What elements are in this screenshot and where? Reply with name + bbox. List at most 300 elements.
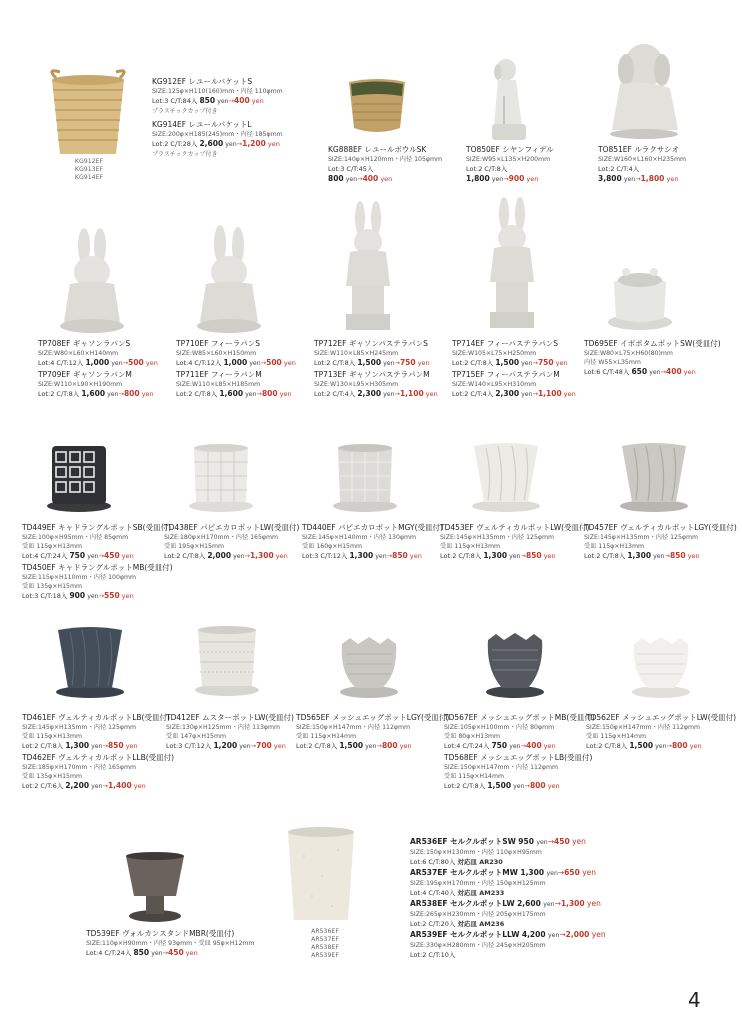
- old-price: 1,500: [487, 781, 512, 790]
- product-lot-price: [152, 139, 283, 150]
- product-size: SIZE:W95×L135×H200mm: [466, 156, 551, 163]
- product-title: TD565EF メッシュエッグポットLGY(受皿付): [296, 713, 450, 722]
- new-price: 450: [554, 837, 570, 846]
- new-price: 800: [529, 781, 546, 790]
- yen-label: yen: [225, 141, 237, 148]
- product-size: SIZE:140φ×H120mm・内径 105φmm: [328, 156, 443, 163]
- old-price: 750: [491, 741, 508, 750]
- arrow-icon: →: [394, 359, 400, 367]
- yen-label: yen: [509, 553, 521, 560]
- yen-label: yen: [399, 742, 412, 750]
- saucer-ref: 対応皿 AM236: [457, 920, 505, 928]
- product-lot-price: [164, 551, 299, 562]
- lot-text: Lot:2 C/T:8入: [38, 390, 80, 398]
- kg-basket-caption: [54, 158, 124, 182]
- product-td457: [584, 522, 737, 562]
- product-saucer: 受皿 115φ×H14mm: [444, 773, 504, 780]
- product-td567: [444, 712, 595, 792]
- yen-label: yen: [623, 176, 636, 183]
- product-size: SIZE:W105×L75×H250mm: [452, 350, 537, 357]
- yen-label: yen: [546, 870, 558, 877]
- product-size: SIZE:145φ×H140mm・内径 130φmm: [302, 534, 417, 541]
- caption-line: AR539EF: [311, 952, 339, 959]
- yen-label: yen: [245, 391, 257, 398]
- old-price: 2,000: [207, 551, 232, 560]
- yen-label: yen: [417, 359, 430, 367]
- yen-label: yen: [380, 175, 393, 183]
- dog-lying-image: [604, 40, 686, 140]
- product-size: SIZE:W110×L85×H185mm: [176, 381, 261, 388]
- yen-label: yen: [249, 360, 261, 367]
- pot-td457-image: [618, 440, 690, 514]
- yen-label: yen: [521, 391, 533, 398]
- lot-text: Lot:2 C/T:4入: [452, 390, 494, 398]
- product-title: TP709EF ギャソンラパンM: [38, 370, 132, 379]
- yen-label: yen: [365, 743, 377, 750]
- lot-text: Lot:3 C/T:12入: [166, 742, 212, 750]
- new-price: 400: [526, 741, 542, 750]
- product-saucer: 受皿 135φ×H15mm: [22, 773, 82, 780]
- product-size: SIZE:W80×L60×H140mm: [38, 350, 119, 357]
- yen-label: yen: [267, 140, 280, 148]
- product-lot-price: [452, 358, 576, 369]
- yen-label: yen: [689, 742, 702, 750]
- product-size: SIZE:W130×L95×H305mm: [314, 381, 399, 388]
- product-title: TP712EF ギャソンパステラパンS: [314, 339, 428, 348]
- arrow-icon: →: [162, 949, 169, 957]
- lot-text: Lot:4 C/T:40入: [410, 889, 456, 897]
- product-lot-price: [296, 741, 449, 752]
- lot-text: Lot:3 C/T:12入: [302, 552, 348, 560]
- lot-text: Lot:2 C/T:8入: [586, 742, 628, 750]
- product-saucer: 受皿 115φ×H13mm: [584, 543, 644, 550]
- new-price: 650: [564, 868, 580, 877]
- product-size: SIZE:105φ×H100mm・内径 80φmm: [444, 724, 555, 731]
- arrow-icon: →: [98, 552, 105, 560]
- old-price: 1,300: [520, 868, 545, 877]
- yen-label: yen: [133, 782, 146, 790]
- product-price: [328, 174, 442, 185]
- yen-label: yen: [121, 552, 134, 560]
- yen-label: yen: [217, 98, 229, 105]
- arrow-icon: →: [559, 930, 566, 939]
- product-saucer: 受皿 115φ×H14mm: [586, 733, 646, 740]
- hippo-pot-image: [604, 262, 678, 334]
- new-price: 750: [537, 358, 554, 367]
- yen-label: yen: [283, 359, 296, 367]
- old-price: 750: [69, 551, 86, 560]
- old-price: 1,500: [357, 358, 382, 367]
- product-title: TD562EF メッシュエッグポットLW(受皿付): [586, 713, 737, 722]
- arrow-icon: →: [532, 390, 538, 398]
- yen-label: yen: [409, 552, 422, 560]
- lot-text: Lot:2 C/T:8入: [22, 742, 64, 750]
- saucer-ref: 対応皿 AR230: [457, 858, 503, 866]
- old-price: 3,800: [598, 174, 622, 183]
- new-price: 1,300: [560, 899, 585, 908]
- product-lot-price: [166, 741, 294, 752]
- yen-label: yen: [273, 742, 286, 750]
- arrow-icon: →: [557, 868, 565, 877]
- new-price: 850: [392, 551, 408, 560]
- new-price: 800: [123, 389, 140, 398]
- pot-td565-image: [338, 634, 400, 700]
- pot-ar-image: [282, 826, 360, 926]
- old-price: 1,600: [81, 389, 106, 398]
- product-lot-price: [22, 741, 174, 752]
- yen-label: yen: [233, 553, 245, 560]
- yen-label: yen: [521, 360, 533, 367]
- lot-text: Lot:6 C/T:48入: [584, 368, 630, 376]
- lot-text: Lot:2 C/T:8入: [452, 359, 494, 367]
- arrow-icon: →: [256, 390, 262, 398]
- yen-label: yen: [653, 553, 665, 560]
- product-td562: [586, 712, 736, 752]
- yen-label: yen: [526, 175, 539, 183]
- product-lot-price: [22, 551, 173, 562]
- pot-td449-image: [44, 442, 114, 514]
- old-price: 1,000: [85, 358, 110, 367]
- old-price: 850: [133, 948, 150, 957]
- old-price: 1,500: [629, 741, 654, 750]
- new-price: 400: [362, 174, 379, 183]
- yen-label: yen: [649, 369, 661, 376]
- product-tp714: [452, 338, 576, 400]
- yen-label: yen: [655, 743, 667, 750]
- product-title: KG912EF レユールバケットS: [152, 77, 253, 86]
- product-lot-price: [440, 551, 589, 562]
- saucer-ref: 対応皿 AM233: [457, 889, 505, 897]
- product-size: SIZE:200φ×H185(245)mm・内径 185φmm: [152, 131, 283, 138]
- product-size: SIZE:W110×L90×H190mm: [38, 381, 123, 388]
- product-lot-price: [38, 358, 158, 369]
- old-price: 850: [199, 96, 216, 105]
- caption-line: AR537EF: [311, 936, 339, 943]
- yen-label: yen: [555, 359, 568, 367]
- yen-label: yen: [375, 553, 387, 560]
- pot-td412-image: [192, 624, 262, 698]
- product-title: TD453EF ヴェルティカルポットLW(受皿付): [440, 523, 590, 532]
- yen-label: yen: [111, 360, 123, 367]
- yen-label: yen: [185, 949, 198, 957]
- product-lot-price: [314, 358, 438, 369]
- new-price: 450: [168, 948, 184, 957]
- product-saucer: 受皿 115φ×H13mm: [440, 543, 500, 550]
- yen-label: yen: [587, 899, 601, 908]
- old-price: 1,200: [213, 741, 238, 750]
- product-kg912: [152, 76, 283, 116]
- lot-text: Lot:4 C/T:12入: [38, 359, 84, 367]
- product-saucer: 受皿 147φ×H15mm: [166, 733, 226, 740]
- product-title: TP713EF ギャソンパステラパンM: [314, 370, 430, 379]
- yen-label: yen: [345, 176, 358, 183]
- yen-label: yen: [591, 930, 606, 939]
- product-size: SIZE:115φ×H110mm・内径 100φmm: [22, 574, 137, 581]
- new-price: 400: [234, 96, 250, 105]
- product-td461: [22, 712, 174, 792]
- lot-text: Lot:2 C/T:6入: [22, 782, 64, 790]
- arrow-icon: →: [520, 552, 526, 560]
- arrow-icon: →: [260, 359, 267, 367]
- pot-td453-image: [470, 440, 542, 514]
- product-saucer: 受皿 115φ×H13mm: [22, 733, 82, 740]
- product-size: SIZE:W85×L60×H150mm: [176, 350, 257, 357]
- product-ar-series: [410, 836, 606, 960]
- product-title: TD457EF ヴェルティカルポットLGY(受皿付): [584, 523, 737, 532]
- product-kg888: [328, 144, 442, 185]
- product-title: TP715EF フィーパステラパンM: [452, 370, 560, 379]
- arrow-icon: →: [357, 175, 363, 183]
- product-title: TD568EF メッシュエッグポットLB(受皿付): [444, 753, 593, 762]
- product-saucer: 受皿 115φ×H14mm: [296, 733, 356, 740]
- product-lot-price: [152, 96, 283, 107]
- product-title: TD462EF ヴェルティカルポットLLB(受皿付): [22, 753, 175, 762]
- old-price: 1,800: [466, 174, 490, 183]
- arrow-icon: →: [250, 742, 257, 750]
- product-td453: [440, 522, 589, 562]
- product-title: TD438EF パピエカロポットLW(受皿付): [164, 523, 300, 532]
- product-lot-price: [444, 741, 595, 752]
- lot-text: Lot:2 C/T:20入: [410, 920, 456, 928]
- product-lot-price: [584, 367, 721, 378]
- product-title: KG888EF レユールボウルSK: [328, 145, 427, 154]
- old-price: 2,600: [517, 899, 541, 908]
- new-price: 400: [666, 367, 682, 376]
- product-size: SIZE:195φ×H170mm・内径 150φ×H125mm: [410, 880, 546, 887]
- yen-label: yen: [107, 391, 119, 398]
- product-lot: [410, 950, 606, 960]
- rabbit-fee-pastel-image: [476, 196, 548, 334]
- lot-text: Lot:2 C/T:8入: [444, 782, 486, 790]
- rabbit-s-image: [52, 226, 134, 334]
- arrow-icon: →: [554, 899, 561, 908]
- product-title: AR537EF セルクルポットMW: [410, 868, 518, 877]
- yen-label: yen: [383, 360, 395, 367]
- new-price: 900: [508, 174, 525, 183]
- new-price: 550: [104, 591, 120, 600]
- yen-label: yen: [683, 368, 696, 376]
- yen-label: yen: [543, 742, 556, 750]
- product-saucer: 受皿 135φ×H15mm: [22, 583, 82, 590]
- page-number: 4: [688, 988, 701, 1012]
- product-lot-price: [22, 591, 173, 602]
- old-price: 1,000: [223, 358, 248, 367]
- arrow-icon: →: [524, 782, 530, 790]
- lot-text: Lot:4 C/T:24入: [444, 742, 490, 750]
- product-title: TO850EF シヤンフィデル: [466, 145, 554, 154]
- product-size: SIZE:W110×L85×H245mm: [314, 350, 399, 357]
- product-size: SIZE:185φ×H170mm・内径 165φmm: [22, 764, 137, 771]
- ar-pot-caption: [290, 928, 360, 960]
- new-price: 800: [671, 741, 688, 750]
- product-size: SIZE:W140×L95×H310mm: [452, 381, 537, 388]
- arrow-icon: →: [376, 742, 382, 750]
- product-title: KG914EF レユールバケットL: [152, 120, 252, 129]
- product-title: TP710EF フィーラパンS: [176, 339, 261, 348]
- lot-text: Lot:6 C/T:80入: [410, 858, 456, 866]
- product-td438: [164, 522, 299, 562]
- product-kg914: [152, 119, 283, 159]
- product-price: [598, 174, 686, 185]
- yen-label: yen: [383, 391, 395, 398]
- product-saucer: 受皿 80φ×H13mm: [444, 733, 501, 740]
- product-lot: [410, 857, 606, 867]
- old-price: 800: [328, 174, 344, 183]
- lot-text: Lot:3 C/T:84入: [152, 97, 198, 105]
- lot-text: Lot:2 C/T:8入: [466, 165, 508, 173]
- product-tp712: [314, 338, 438, 400]
- product-title-price: [410, 929, 606, 941]
- new-price: 450: [104, 551, 120, 560]
- product-lot-price: [176, 358, 296, 369]
- product-title: TP714EF フィーパステラパンS: [452, 339, 558, 348]
- yen-label: yen: [275, 552, 288, 560]
- product-inner-size: 内径 W55×L35mm: [584, 359, 641, 366]
- arrow-icon: →: [98, 592, 105, 600]
- caption-line: AR536EF: [311, 928, 339, 935]
- new-price: 750: [399, 358, 416, 367]
- lot-text: Lot:4 C/T:24入: [22, 552, 68, 560]
- product-size: SIZE:330φ×H280mm・内径 245φ×H205mm: [410, 942, 546, 949]
- yen-label: yen: [543, 901, 555, 908]
- product-lot-price: [176, 389, 296, 400]
- product-saucer: 受皿 160φ×H15mm: [302, 543, 362, 550]
- pot-td438-image: [186, 442, 256, 514]
- product-title: TD539EF ヴォルカンスタンドMBR(受皿付): [86, 929, 235, 938]
- lot-text: Lot:2 C/T:8入: [296, 742, 338, 750]
- rabbit-pastel-image: [332, 200, 404, 334]
- yen-label: yen: [666, 175, 679, 183]
- yen-label: yen: [687, 552, 700, 560]
- product-size: SIZE:150φ×H147mm・内径 112φmm: [444, 764, 559, 771]
- yen-label: yen: [279, 390, 292, 398]
- pot-td567-image: [484, 630, 546, 700]
- lot-text: Lot:2 C/T:8入: [164, 552, 206, 560]
- product-title: TD449EF キャドラングルポットSB(受皿付): [22, 523, 171, 532]
- product-size: SIZE:145φ×H135mm・内径 125φmm: [22, 724, 137, 731]
- arrow-icon: →: [102, 742, 108, 750]
- product-title: TP711EF フィーラパンM: [176, 370, 262, 379]
- lot-text: Lot:2 C/T:4入: [314, 390, 356, 398]
- yen-label: yen: [509, 743, 521, 750]
- product-size: SIZE:W160×L160×H235mm: [598, 156, 687, 163]
- yen-label: yen: [145, 359, 158, 367]
- product-size: SIZE:100φ×H95mm・内径 85φmm: [22, 534, 129, 541]
- caption-line: AR538EF: [311, 944, 339, 951]
- product-tp708: [38, 338, 158, 400]
- arrow-icon: →: [118, 390, 124, 398]
- old-price: 1,300: [349, 551, 374, 560]
- product-td539: [86, 928, 254, 959]
- product-size: SIZE:265φ×H230mm・内径 205φ×H175mm: [410, 911, 546, 918]
- yen-label: yen: [547, 782, 560, 790]
- product-size: SIZE:145φ×H135mm・内径 125φmm: [584, 534, 699, 541]
- lot-text: Lot:2 C/T:10入: [410, 951, 456, 959]
- product-lot: [410, 888, 606, 898]
- basket-image: [42, 64, 134, 158]
- new-price: 1,100: [399, 389, 424, 398]
- pot-td562-image: [630, 634, 692, 700]
- product-size: SIZE:150φ×H130mm・内径 110φ×H95mm: [410, 849, 542, 856]
- old-price: 1,300: [627, 551, 652, 560]
- product-td695: [584, 338, 721, 378]
- product-title: TD412EF ムスターポットLW(受皿付): [166, 713, 294, 722]
- old-price: 1,500: [495, 358, 520, 367]
- arrow-icon: →: [660, 368, 667, 376]
- arrow-icon: →: [532, 359, 538, 367]
- product-title: TD440EF パピエカロポットMGY(受皿付): [302, 523, 443, 532]
- old-price: 4,200: [521, 930, 546, 939]
- yen-label: yen: [251, 97, 264, 105]
- product-td565: [296, 712, 449, 752]
- old-price: 2,600: [199, 139, 224, 148]
- arrow-icon: →: [102, 782, 108, 790]
- lot-text: Lot:2 C/T:28入: [152, 140, 198, 148]
- product-to851: [598, 144, 686, 185]
- lot-text: Lot:3 C/T:18入: [22, 592, 68, 600]
- product-size: SIZE:150φ×H147mm・内径 112φmm: [586, 724, 701, 731]
- arrow-icon: →: [503, 175, 509, 183]
- arrow-icon: →: [394, 390, 400, 398]
- yen-label: yen: [572, 837, 586, 846]
- product-note: プラスチックカップ付き: [152, 108, 218, 115]
- lot-text: Lot:3 C/T:45入: [328, 165, 374, 173]
- product-lot-price: [314, 389, 438, 400]
- yen-label: yen: [582, 868, 597, 877]
- arrow-icon: →: [547, 837, 555, 846]
- product-lot-price: [38, 389, 158, 400]
- yen-label: yen: [151, 950, 163, 957]
- yen-label: yen: [87, 593, 99, 600]
- yen-label: yen: [536, 839, 548, 846]
- lot-text: Lot:2 C/T:8入: [314, 359, 356, 367]
- new-price: 800: [261, 389, 278, 398]
- product-title: TD567EF メッシュエッグポットMB(受皿付): [444, 713, 595, 722]
- yen-label: yen: [547, 932, 560, 939]
- product-title: AR539EF セルクルポットLLW: [410, 930, 520, 939]
- product-td449: [22, 522, 173, 602]
- yen-label: yen: [425, 390, 438, 398]
- dog-sitting-image: [482, 56, 536, 144]
- old-price: 2,300: [495, 389, 520, 398]
- product-title: TP708EF ギャソンラパンS: [38, 339, 131, 348]
- yen-label: yen: [87, 553, 99, 560]
- product-lot-price: [86, 948, 254, 959]
- product-td440: [302, 522, 443, 562]
- old-price: 2,300: [357, 389, 382, 398]
- lot-text: Lot:4 C/T:24入: [86, 949, 132, 957]
- product-saucer: 受皿 115φ×H13mm: [22, 543, 82, 550]
- new-price: 700: [256, 741, 272, 750]
- old-price: 1,300: [483, 551, 508, 560]
- new-price: 500: [128, 358, 144, 367]
- arrow-icon: →: [664, 552, 670, 560]
- product-lot-price: [302, 551, 443, 562]
- new-price: 1,200: [242, 139, 266, 148]
- lot-text: Lot:4 C/T:12入: [176, 359, 222, 367]
- product-title: TD450EF キャドラングルポットMB(受皿付): [22, 563, 173, 572]
- yen-label: yen: [513, 783, 525, 790]
- lot-text: Lot:2 C/T:8入: [440, 552, 482, 560]
- product-td412: [166, 712, 294, 752]
- bowl-image: [346, 76, 408, 138]
- product-note: プラスチックカップ付き: [152, 151, 218, 158]
- product-lot: [410, 919, 606, 929]
- new-price: 1,300: [249, 551, 274, 560]
- product-title: TD461EF ヴェルティカルポットLB(受皿付): [22, 713, 170, 722]
- product-title: TD695EF イポポタムポットSW(受皿付): [584, 339, 721, 348]
- yen-label: yen: [141, 390, 154, 398]
